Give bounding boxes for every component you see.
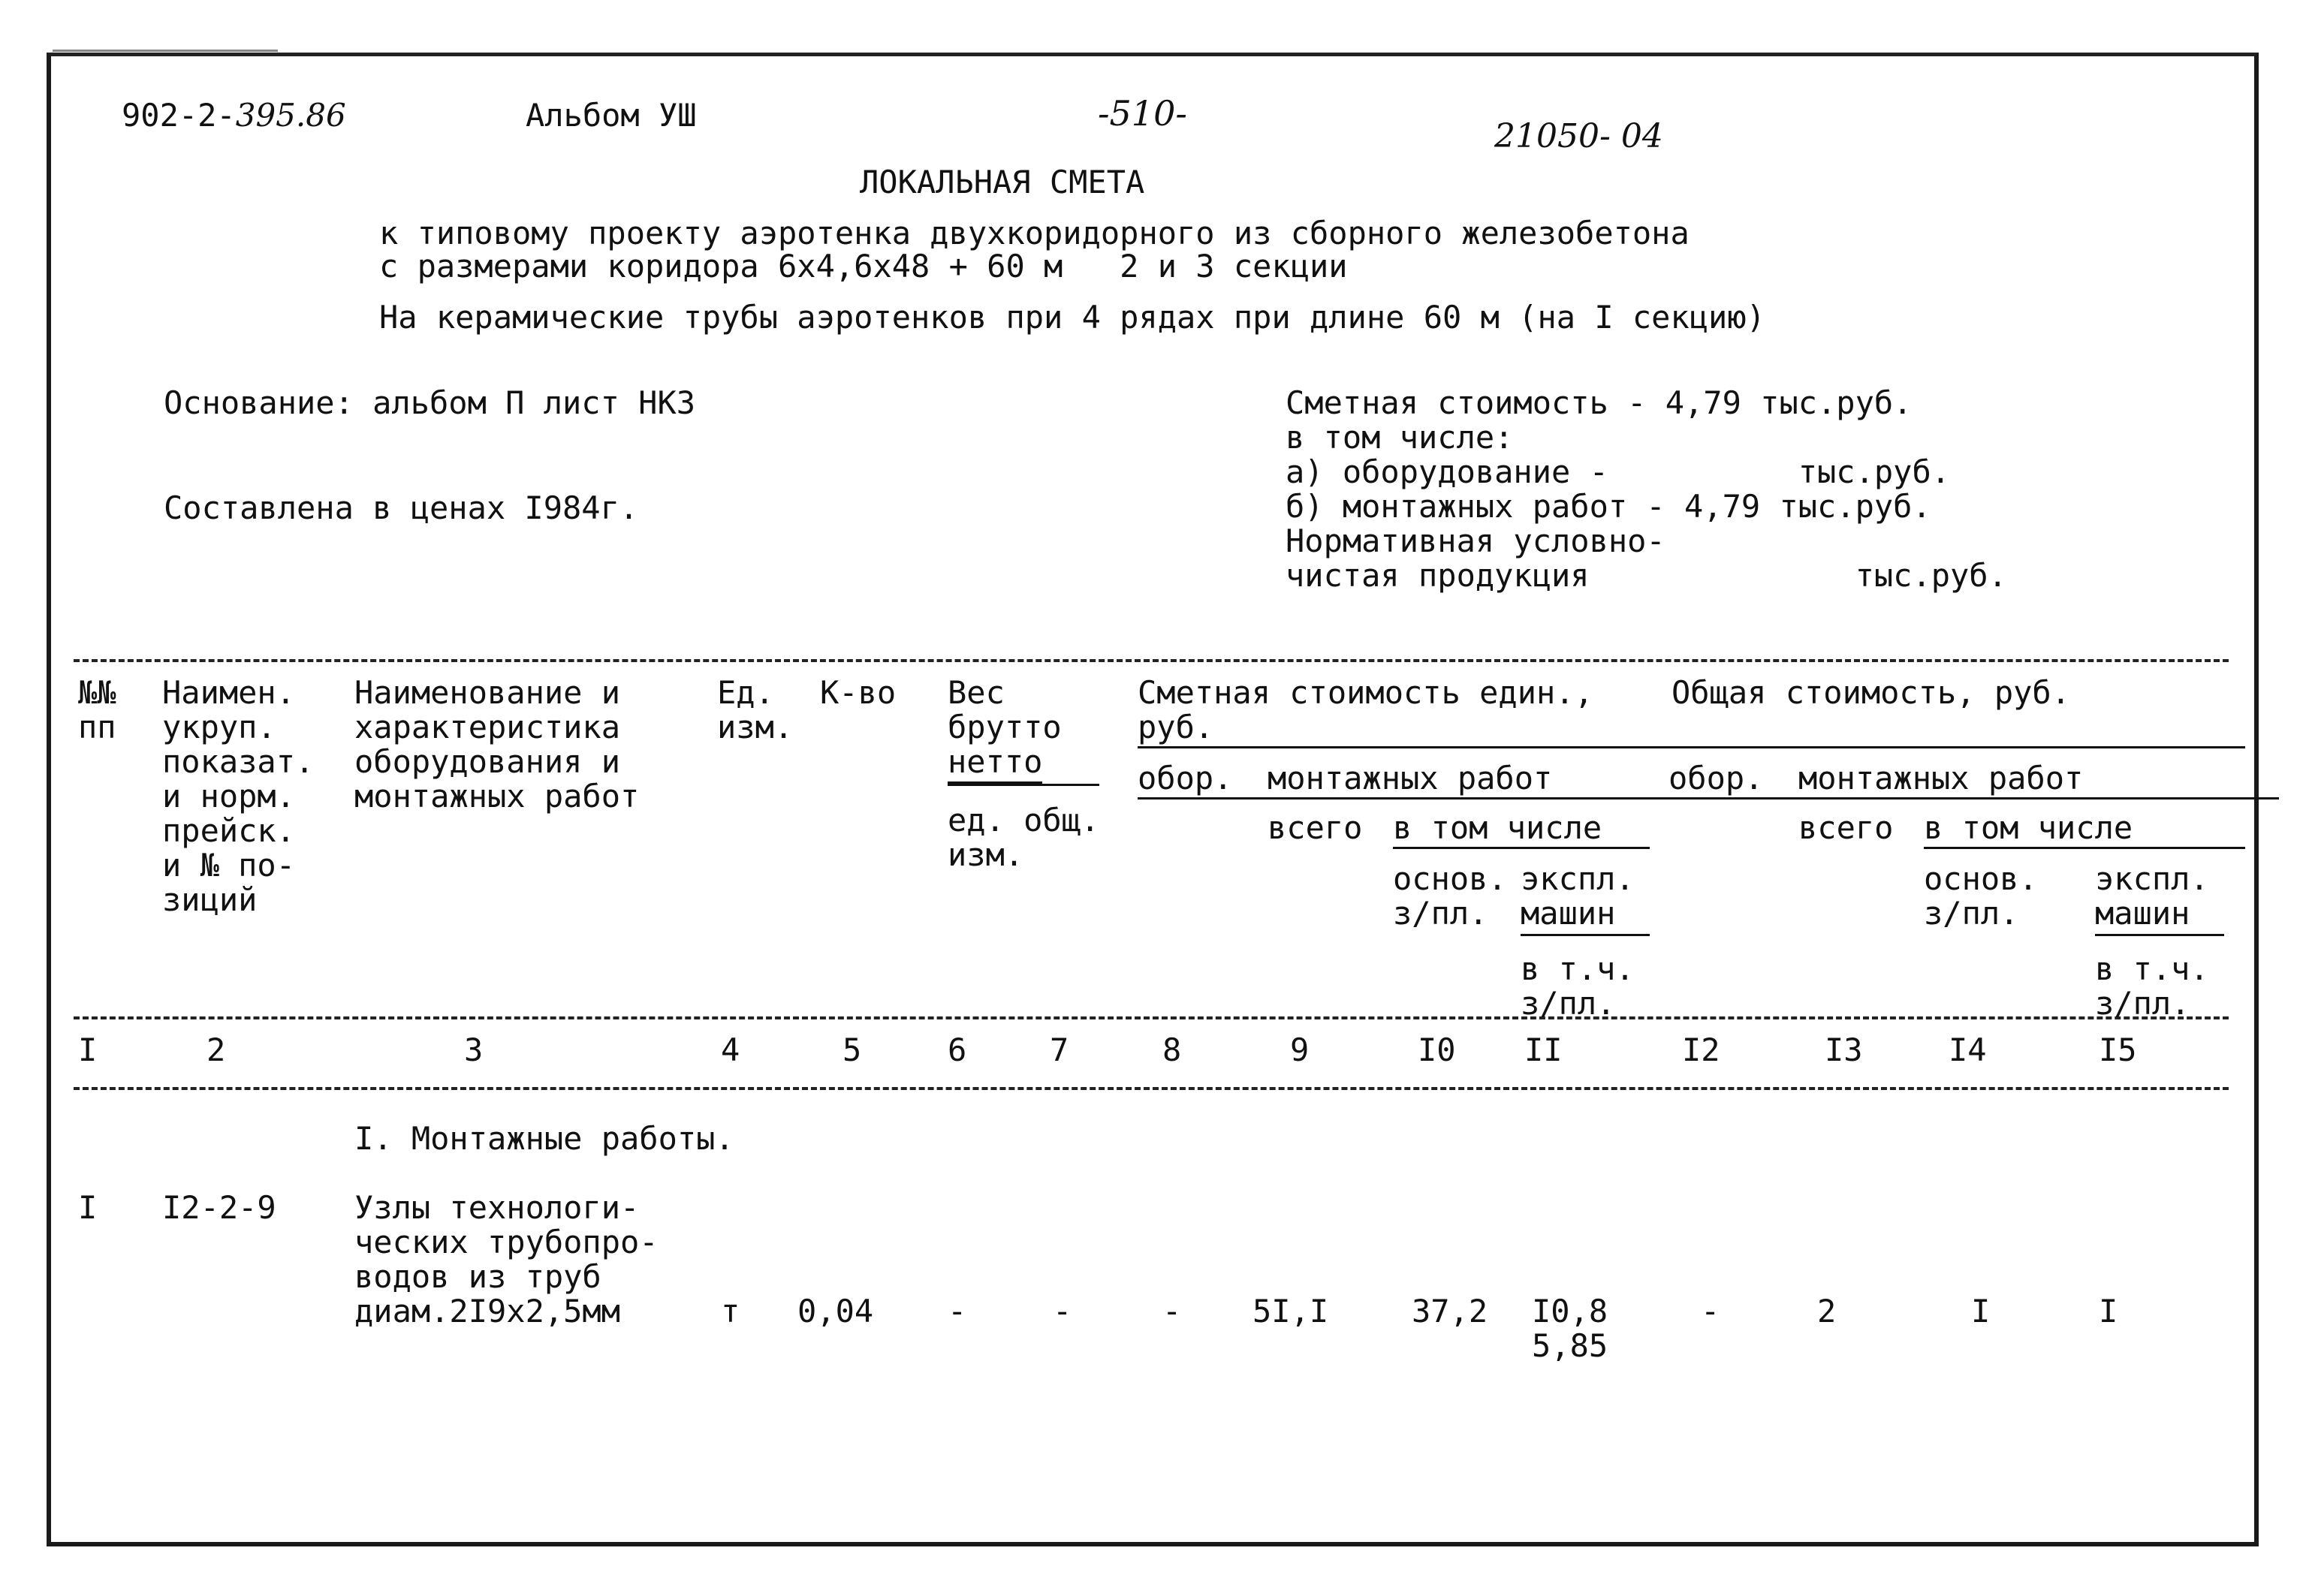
row-vsego-total: 2 <box>1817 1293 1837 1329</box>
cost-line-4: б) монтажных работ - 4,79 тыс.руб. <box>1286 488 1931 525</box>
header-col-1: №№ пп <box>78 674 116 745</box>
header-weight-units: ед. общ. изм. <box>948 802 1100 873</box>
column-number-12: I2 <box>1682 1031 1720 1068</box>
netto-label: нетто <box>948 743 1042 784</box>
doc-code <box>122 97 346 134</box>
cost-line-5: Нормативная условно- <box>1286 522 1665 559</box>
cost-group-rule <box>1138 746 2245 748</box>
row-ekspl-unit: I0,8 <box>1532 1293 1608 1329</box>
column-number-8: 8 <box>1162 1031 1182 1068</box>
header-zpl-unit: з/пл. <box>1521 985 1616 1022</box>
header-col-5: К-во <box>820 674 897 711</box>
scan-edge-mark <box>53 50 278 52</box>
section-title: I. Монтажные работы. <box>354 1120 734 1157</box>
header-vsego-total: всего <box>1798 809 1894 846</box>
header-mont-total: монтажных работ <box>1798 760 2084 796</box>
mont-rule <box>1138 797 2279 800</box>
vtch-total-rule <box>1924 847 2245 849</box>
row-num: I <box>78 1189 98 1226</box>
header-ekspl-total: экспл. <box>2095 860 2209 897</box>
page-title: ЛОКАЛЬНАЯ СМЕТА <box>860 164 1145 200</box>
header-osnov-total: основ. з/пл. <box>1924 860 2038 932</box>
header-unit-cost: Сметная стоимость един., <box>1138 674 1593 711</box>
title-line-1: к типовому проекту аэротенка двухкоридорного из сборного железобетона <box>379 215 1690 251</box>
row-weight-total: - <box>1053 1293 1072 1329</box>
column-number-13: I3 <box>1825 1031 1863 1068</box>
row-obor-unit: - <box>1162 1293 1182 1329</box>
column-number-11: II <box>1524 1031 1563 1068</box>
row-qty: 0,04 <box>797 1293 874 1329</box>
header-mashin-total: машин <box>2095 895 2190 932</box>
row-code: I2-2-9 <box>162 1189 276 1226</box>
column-number-3: 3 <box>464 1031 484 1068</box>
header-obor-total: обор. <box>1668 760 1764 796</box>
doc-code-prefix: 902-2- <box>122 97 236 134</box>
page-number: -510- <box>1098 93 1187 134</box>
column-numbers-rule <box>74 1087 2229 1090</box>
row-ekspl-zpl-unit: 5,85 <box>1532 1327 1608 1364</box>
table-top-rule <box>74 659 2229 662</box>
title-line-2: с размерами коридора 6х4,6х48 + 60 м 2 и 3 секции <box>379 248 1348 285</box>
header-vtch-unit: в том числе <box>1393 809 1602 846</box>
header-mont-unit: монтажных работ <box>1268 760 1553 796</box>
header-col-2: Наимен. укруп. показат. и норм. прейск. и № по- зиций <box>162 674 315 918</box>
header-vtch-total: в том числе <box>1924 809 2133 846</box>
prices-text: Составлена в ценах I984г. <box>164 489 639 526</box>
header-weight: Вес <box>948 674 1005 711</box>
header-zpl-total: з/пл. <box>2095 985 2190 1022</box>
header-vtch2-total: в т.ч. <box>2095 950 2209 987</box>
mashin-total-rule <box>2095 934 2224 936</box>
column-number-2: 2 <box>206 1031 226 1068</box>
stamp-number: 21050- 04 <box>1494 117 1663 155</box>
header-weight-brutto: брутто <box>948 709 1062 745</box>
header-col-3: Наименование и характеристика оборудования и монтажных работ <box>354 674 640 815</box>
header-vtch2-unit: в т.ч. <box>1521 950 1635 987</box>
cost-line-2: в том числе: <box>1286 419 1514 456</box>
header-ekspl-unit: экспл. <box>1521 860 1635 897</box>
header-bottom-rule <box>74 1016 2229 1019</box>
header-col-4: Ед. изм. <box>717 674 794 745</box>
title-line-3: На керамические трубы аэротенков при 4 рядах при длине 60 м (на I секцию) <box>379 299 1765 336</box>
row-weight-unit: - <box>948 1293 967 1329</box>
column-number-7: 7 <box>1050 1031 1069 1068</box>
cost-line-3: а) оборудование - тыс.руб. <box>1286 453 1951 490</box>
basis-text: Основание: альбом П лист НКЗ <box>164 384 696 421</box>
header-osnov-unit: основ. з/пл. <box>1393 860 1507 932</box>
header-unit-cost-rub: руб. <box>1138 709 1214 745</box>
cost-line-6: чистая продукция тыс.руб. <box>1286 557 2007 594</box>
row-name: Узлы технологи- ческих трубопро- водов из труб диам.2I9х2,5мм <box>354 1189 659 1329</box>
column-number-10: I0 <box>1418 1031 1456 1068</box>
column-number-5: 5 <box>843 1031 862 1068</box>
column-number-9: 9 <box>1290 1031 1310 1068</box>
row-vsego-unit: 5I,I <box>1252 1293 1329 1329</box>
cost-line-1: Сметная стоимость - 4,79 тыс.руб. <box>1286 384 1913 421</box>
row-osnov-unit: 37,2 <box>1412 1293 1488 1329</box>
row-unit: т <box>721 1293 740 1329</box>
row-osnov-total: I <box>1971 1293 1991 1329</box>
row-ekspl-total: I <box>2099 1293 2118 1329</box>
header-obor-unit: обор. <box>1138 760 1233 796</box>
row-obor-total: - <box>1701 1293 1720 1329</box>
album-label: Альбом УШ <box>526 97 697 134</box>
doc-code-handwritten: 395.86 <box>235 97 346 134</box>
mashin-unit-rule <box>1521 934 1650 936</box>
column-number-6: 6 <box>948 1031 967 1068</box>
vtch-unit-rule <box>1393 847 1650 849</box>
header-mashin-unit: машин <box>1521 895 1616 932</box>
header-weight-netto <box>948 745 1042 779</box>
column-number-4: 4 <box>721 1031 740 1068</box>
header-total-cost: Общая стоимость, руб. <box>1671 674 2071 711</box>
header-vsego-unit: всего <box>1268 809 1363 846</box>
netto-underline <box>948 784 1099 786</box>
column-number-14: I4 <box>1949 1031 1987 1068</box>
column-number-1: I <box>78 1031 98 1068</box>
column-number-15: I5 <box>2099 1031 2137 1068</box>
